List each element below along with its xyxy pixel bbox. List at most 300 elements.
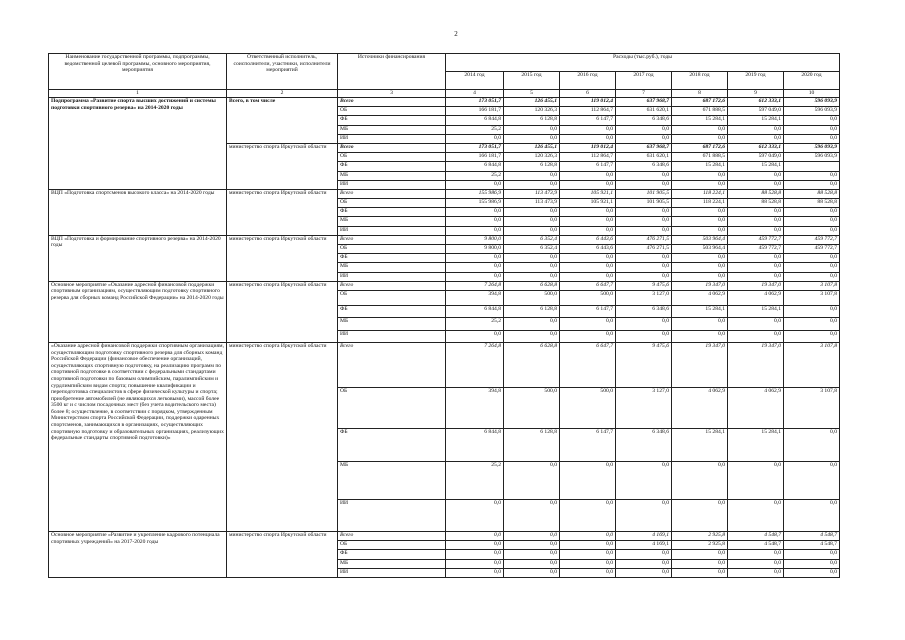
funding-source: Всего <box>338 531 446 540</box>
expense-value: 0,0 <box>446 254 504 263</box>
expense-value: 0,0 <box>728 550 784 559</box>
expense-value: 0,0 <box>728 559 784 568</box>
funding-source: ОБ <box>338 153 446 162</box>
executor-name: министерство спорта Иркутской области <box>227 143 338 189</box>
expense-value: 0,0 <box>728 263 784 272</box>
expense-value: 631 620,1 <box>616 107 672 116</box>
expense-value: 0,0 <box>728 499 784 531</box>
expense-value: 459 772,7 <box>784 245 840 254</box>
funding-source: ОБ <box>338 199 446 208</box>
expense-value: 0,0 <box>560 330 616 342</box>
expense-value: 0,0 <box>616 330 672 342</box>
expense-value: 126 455,1 <box>504 143 560 152</box>
expense-value: 6 844,8 <box>446 116 504 125</box>
expense-value: 4 548,7 <box>784 531 840 540</box>
expense-value: 0,0 <box>504 330 560 342</box>
expense-value: 0,0 <box>560 559 616 568</box>
expense-value: 0,0 <box>784 550 840 559</box>
table-row <box>49 189 840 198</box>
expense-value: 0,0 <box>560 171 616 180</box>
expense-value: 0,0 <box>560 568 616 577</box>
expense-value: 119 012,4 <box>560 98 616 107</box>
expense-value: 112 864,7 <box>560 153 616 162</box>
expense-value: 113 473,9 <box>504 189 560 198</box>
header-year: 2014 год <box>446 72 504 90</box>
funding-source: Всего <box>338 143 446 152</box>
expense-value: 503 964,4 <box>672 245 728 254</box>
header-source: Источники финансирования <box>338 54 446 90</box>
funding-source: Всего <box>338 281 446 290</box>
funding-source: ИИ <box>338 272 446 281</box>
expense-value: 0,0 <box>728 217 784 226</box>
expense-value: 637 968,7 <box>616 98 672 107</box>
funding-source: ФБ <box>338 162 446 171</box>
expense-value: 6 628,8 <box>504 342 560 387</box>
expense-value: 101 905,5 <box>616 189 672 198</box>
expense-value: 6 147,7 <box>560 116 616 125</box>
funding-source: ФБ <box>338 254 446 263</box>
expense-value: 4 062,9 <box>728 290 784 305</box>
program-name: ВЦП «Подготовка спортсменов высокого класса» на 2014-2020 годы <box>49 189 227 235</box>
expense-value: 0,0 <box>784 499 840 531</box>
expense-value: 25,2 <box>446 125 504 134</box>
executor-name: министерство спорта Иркутской области <box>227 281 338 342</box>
program-name: Основное мероприятие «Оказание адресной финансовой поддержки спортивным организациям, осуществляющим подготовку спортивного резерва для сборных команд Российской Федерации» на 2014-2020 годы <box>49 281 227 342</box>
expense-value: 0,0 <box>616 272 672 281</box>
expense-value: 0,0 <box>504 461 560 499</box>
expense-value: 15 284,1 <box>728 116 784 125</box>
expense-value: 6 647,7 <box>560 281 616 290</box>
expense-value: 25,2 <box>446 171 504 180</box>
header-name: Наименование государственной программы, подпрограммы, ведомственной целевой программы, основного мероприятия, мероприятия <box>49 54 227 90</box>
expense-value: 173 051,7 <box>446 143 504 152</box>
expense-value: 118 224,1 <box>672 189 728 198</box>
expense-value: 0,0 <box>446 559 504 568</box>
expense-value: 500,0 <box>560 290 616 305</box>
expense-value: 0,0 <box>446 272 504 281</box>
funding-source: Всего <box>338 235 446 244</box>
expense-value: 0,0 <box>560 317 616 330</box>
funding-source: ФБ <box>338 428 446 461</box>
header-year: 2020 год <box>784 72 840 90</box>
expense-value: 0,0 <box>616 263 672 272</box>
expense-value: 476 271,5 <box>616 235 672 244</box>
expense-value: 0,0 <box>784 461 840 499</box>
expense-value: 0,0 <box>784 226 840 235</box>
program-name: «Оказание адресной финансовой поддержки спортивным организациям, осуществляющим подготовку спортивного резерва для сборных команд Российской Федерации (финансовое обеспечение организаций, осуществляющих спортивную подготовку, на реализацию программ по спортивной подготовке в соответствии с федеральными стандартами спортивной подготовки по базовым олимпийским, паралимпийским и сурдлимпийским видам спорта; повышение квалификации и переподготовка специалистов в сфере физической культуры и спорта; приобретение автомобилей (не являющихся легковыми), массой более 3500 кг и с числом посадочных мест (без учета водительского места) более 8; осуществление, в соответствии с порядком, утвержденным Министерством спорта Российской Федерации, поддержки одаренных спортсменов, занимающихся в организациях, осуществляющих спортивную подготовку и образовательных организациях, реализующих федеральные стандарты спортивной подготовки)» <box>49 342 227 531</box>
expense-value: 3 107,8 <box>784 290 840 305</box>
column-number: 10 <box>784 90 840 98</box>
program-name: Основное мероприятие «Развитие и укрепление кадрового потенциала спортивных учреждений» на 2017-2020 годы <box>49 531 227 577</box>
expense-value: 120 326,3 <box>504 107 560 116</box>
expense-value: 0,0 <box>728 226 784 235</box>
expense-value: 4 548,7 <box>728 541 784 550</box>
expense-value: 3 127,0 <box>616 387 672 428</box>
expense-value: 113 473,9 <box>504 199 560 208</box>
funding-source: МБ <box>338 461 446 499</box>
expense-value: 0,0 <box>616 134 672 143</box>
expense-value: 9 800,0 <box>446 245 504 254</box>
expense-value: 0,0 <box>446 568 504 577</box>
column-number: 8 <box>672 90 728 98</box>
expense-value: 0,0 <box>728 568 784 577</box>
expense-value: 0,0 <box>560 272 616 281</box>
expense-value: 0,0 <box>504 541 560 550</box>
table-row <box>49 531 840 540</box>
expense-value: 0,0 <box>504 263 560 272</box>
expense-value: 0,0 <box>784 217 840 226</box>
header-year: 2017 год <box>616 72 672 90</box>
expense-value: 0,0 <box>672 217 728 226</box>
funding-source: ОБ <box>338 107 446 116</box>
expense-value: 612 333,1 <box>728 98 784 107</box>
expense-value: 0,0 <box>616 317 672 330</box>
expense-value: 0,0 <box>784 134 840 143</box>
expense-value: 0,0 <box>446 330 504 342</box>
expense-value: 0,0 <box>672 499 728 531</box>
funding-source: ОБ <box>338 290 446 305</box>
expense-value: 0,0 <box>616 499 672 531</box>
expense-value: 6 348,6 <box>616 305 672 317</box>
expense-value: 671 888,5 <box>672 153 728 162</box>
expense-value: 597 049,0 <box>728 153 784 162</box>
expense-value: 0,0 <box>784 208 840 217</box>
column-number: 1 <box>49 90 227 98</box>
expense-value: 15 284,1 <box>728 428 784 461</box>
expense-value: 0,0 <box>504 226 560 235</box>
expense-value: 120 326,3 <box>504 153 560 162</box>
expense-value: 0,0 <box>784 171 840 180</box>
expense-value: 15 284,1 <box>728 305 784 317</box>
expense-value: 7 264,8 <box>446 342 504 387</box>
expense-value: 0,0 <box>728 134 784 143</box>
expense-value: 6 147,7 <box>560 428 616 461</box>
expense-value: 119 012,4 <box>560 143 616 152</box>
expense-value: 0,0 <box>504 217 560 226</box>
header-year: 2019 год <box>728 72 784 90</box>
program-name: Подпрограмма «Развитие спорта высших достижений и системы подготовки спортивного резерва» на 2014-2020 годы <box>49 98 227 190</box>
expense-value: 126 455,1 <box>504 98 560 107</box>
expense-value: 596 093,9 <box>784 107 840 116</box>
expense-value: 0,0 <box>504 180 560 189</box>
expense-value: 6 844,8 <box>446 305 504 317</box>
expense-value: 0,0 <box>504 171 560 180</box>
funding-source: МБ <box>338 125 446 134</box>
expense-value: 0,0 <box>504 559 560 568</box>
expense-value: 459 772,7 <box>784 235 840 244</box>
expense-value: 0,0 <box>446 134 504 143</box>
expense-value: 6 128,8 <box>504 116 560 125</box>
expense-value: 0,0 <box>560 125 616 134</box>
expense-value: 0,0 <box>560 180 616 189</box>
expense-value: 500,0 <box>504 290 560 305</box>
expense-value: 4 548,7 <box>784 541 840 550</box>
expense-value: 0,0 <box>616 550 672 559</box>
funding-source: ОБ <box>338 245 446 254</box>
expense-value: 15 284,1 <box>672 116 728 125</box>
funding-source: ИИ <box>338 568 446 577</box>
expense-value: 4 548,7 <box>728 531 784 540</box>
expense-value: 0,0 <box>446 208 504 217</box>
expense-value: 7 264,8 <box>446 281 504 290</box>
expense-value: 637 968,7 <box>616 143 672 152</box>
expense-value: 0,0 <box>446 531 504 540</box>
expense-value: 6 128,8 <box>504 428 560 461</box>
expense-value: 0,0 <box>672 208 728 217</box>
page-number: 2 <box>454 30 458 38</box>
funding-source: ИИ <box>338 226 446 235</box>
expense-value: 0,0 <box>728 180 784 189</box>
expense-value: 0,0 <box>784 330 840 342</box>
expense-value: 631 620,1 <box>616 153 672 162</box>
expense-value: 459 772,7 <box>728 245 784 254</box>
expense-value: 118 224,1 <box>672 199 728 208</box>
expense-value: 6 147,7 <box>560 305 616 317</box>
expense-value: 0,0 <box>616 559 672 568</box>
expense-value: 0,0 <box>504 499 560 531</box>
expense-value: 2 925,8 <box>672 531 728 540</box>
expense-value: 6 844,8 <box>446 428 504 461</box>
header-executor: Ответственный исполнитель, соисполнители, участники, исполнители мероприятий <box>227 54 338 90</box>
expense-value: 0,0 <box>560 254 616 263</box>
expense-value: 0,0 <box>504 125 560 134</box>
expense-value: 88 528,8 <box>728 189 784 198</box>
expense-value: 0,0 <box>560 134 616 143</box>
column-number: 6 <box>560 90 616 98</box>
expense-value: 0,0 <box>560 217 616 226</box>
expense-value <box>784 162 840 171</box>
funding-source: ОБ <box>338 541 446 550</box>
expense-value: 3 107,8 <box>784 281 840 290</box>
expense-value: 6 352,4 <box>504 235 560 244</box>
expense-value: 0,0 <box>504 208 560 217</box>
expense-value: 0,0 <box>560 541 616 550</box>
expense-value: 3 107,8 <box>784 342 840 387</box>
expense-value: 15 284,1 <box>672 428 728 461</box>
expense-value: 597 049,0 <box>728 107 784 116</box>
expense-value: 0,0 <box>446 541 504 550</box>
expense-value: 155 986,9 <box>446 189 504 198</box>
funding-source: ФБ <box>338 550 446 559</box>
expense-value: 0,0 <box>728 330 784 342</box>
header-year: 2016 год <box>560 72 616 90</box>
expense-value: 6 352,4 <box>504 245 560 254</box>
table-row <box>49 235 840 244</box>
expense-value: 155 986,9 <box>446 199 504 208</box>
funding-source: Всего <box>338 342 446 387</box>
expense-value: 394,8 <box>446 290 504 305</box>
column-number: 5 <box>504 90 560 98</box>
expense-value: 0,0 <box>672 226 728 235</box>
expense-value: 0,0 <box>560 531 616 540</box>
expense-value: 0,0 <box>446 550 504 559</box>
expense-value: 0,0 <box>728 208 784 217</box>
funding-source: ИИ <box>338 180 446 189</box>
expense-value: 0,0 <box>784 125 840 134</box>
expense-value: 0,0 <box>504 531 560 540</box>
expense-value: 15 284,1 <box>672 162 728 171</box>
expense-value: 6 844,8 <box>446 162 504 171</box>
table-row <box>49 342 840 387</box>
expense-value: 15 284,1 <box>672 305 728 317</box>
expense-value: 0,0 <box>784 263 840 272</box>
expense-value: 166 181,7 <box>446 153 504 162</box>
expense-value: 19 347,0 <box>672 281 728 290</box>
executor-name: министерство спорта Иркутской области <box>227 342 338 531</box>
expense-value: 0,0 <box>728 461 784 499</box>
expense-value: 394,8 <box>446 387 504 428</box>
expense-value: 0,0 <box>616 254 672 263</box>
expense-value: 19 347,0 <box>728 342 784 387</box>
executor-name: министерство спорта Иркутской области <box>227 189 338 235</box>
expense-value: 6 128,8 <box>504 305 560 317</box>
expense-value: 0,0 <box>672 180 728 189</box>
expense-value: 0,0 <box>616 568 672 577</box>
funding-source: МБ <box>338 317 446 330</box>
expense-value: 15 284,1 <box>728 162 784 171</box>
table-row <box>49 281 840 290</box>
expense-value: 0,0 <box>672 568 728 577</box>
expense-value: 459 772,7 <box>728 235 784 244</box>
funding-source: Всего <box>338 189 446 198</box>
budget-sheet <box>48 53 840 578</box>
expense-value: 0,0 <box>672 550 728 559</box>
expense-value: 0,0 <box>616 208 672 217</box>
expense-value: 0,0 <box>616 125 672 134</box>
funding-source: МБ <box>338 217 446 226</box>
expense-value: 0,0 <box>560 461 616 499</box>
header-year: 2018 год <box>672 72 728 90</box>
expense-value: 2 925,8 <box>672 541 728 550</box>
expense-value: 0,0 <box>446 217 504 226</box>
expense-value: 88 528,8 <box>784 199 840 208</box>
expense-value: 0,0 <box>446 226 504 235</box>
expense-value: 0,0 <box>504 254 560 263</box>
expense-value: 0,0 <box>560 208 616 217</box>
funding-source: МБ <box>338 171 446 180</box>
expense-value: 88 528,8 <box>728 199 784 208</box>
executor-name: Всего, в том числе <box>227 98 338 144</box>
funding-source: ОБ <box>338 387 446 428</box>
expense-value: 0,0 <box>784 568 840 577</box>
funding-source: ФБ <box>338 305 446 317</box>
expense-value: 173 051,7 <box>446 98 504 107</box>
expense-value: 25,2 <box>446 461 504 499</box>
budget-table <box>48 53 840 578</box>
expense-value: 9 475,6 <box>616 342 672 387</box>
funding-source: ИИ <box>338 134 446 143</box>
expense-value: 0,0 <box>784 180 840 189</box>
expense-value: 0,0 <box>728 317 784 330</box>
expense-value: 0,0 <box>560 263 616 272</box>
expense-value: 0,0 <box>446 263 504 272</box>
funding-source: МБ <box>338 263 446 272</box>
expense-value: 0,0 <box>672 134 728 143</box>
expense-value: 0,0 <box>504 568 560 577</box>
expense-value: 19 347,0 <box>672 342 728 387</box>
expense-value: 476 271,5 <box>616 245 672 254</box>
executor-name: министерство спорта Иркутской области <box>227 235 338 281</box>
expense-value: 0,0 <box>784 559 840 568</box>
expense-value: 0,0 <box>504 317 560 330</box>
expense-value: 0,0 <box>672 254 728 263</box>
expense-value: 0,0 <box>672 317 728 330</box>
expense-value: 6 443,6 <box>560 245 616 254</box>
expense-value: 9 475,6 <box>616 281 672 290</box>
header-expenses: Расходы (тыс.руб.), годы <box>446 54 840 72</box>
expense-value: 6 348,6 <box>616 116 672 125</box>
expense-value: 0,0 <box>616 180 672 189</box>
expense-value: 0,0 <box>728 254 784 263</box>
expense-value: 0,0 <box>616 217 672 226</box>
expense-value: 0,0 <box>504 134 560 143</box>
expense-value: 19 347,0 <box>728 281 784 290</box>
expense-value: 0,0 <box>560 226 616 235</box>
column-number: 2 <box>227 90 338 98</box>
expense-value: 0,0 <box>728 272 784 281</box>
expense-value: 105 921,1 <box>560 199 616 208</box>
expense-value: 0,0 <box>672 461 728 499</box>
expense-value: 4 062,9 <box>728 387 784 428</box>
expense-value: 0,0 <box>728 171 784 180</box>
expense-value: 0,0 <box>616 226 672 235</box>
expense-value: 0,0 <box>672 125 728 134</box>
funding-source: ФБ <box>338 116 446 125</box>
funding-source: ИИ <box>338 499 446 531</box>
expense-value: 0,0 <box>616 461 672 499</box>
header-year: 2015 год <box>504 72 560 90</box>
expense-value: 6 348,6 <box>616 428 672 461</box>
expense-value: 0,0 <box>784 116 840 125</box>
expense-value: 105 921,1 <box>560 189 616 198</box>
expense-value: 166 181,7 <box>446 107 504 116</box>
expense-value: 0,0 <box>504 272 560 281</box>
column-number: 7 <box>616 90 672 98</box>
expense-value: 0,0 <box>672 263 728 272</box>
expense-value: 687 172,6 <box>672 98 728 107</box>
expense-value: 4 062,9 <box>672 290 728 305</box>
column-number: 9 <box>728 90 784 98</box>
expense-value: 0,0 <box>446 180 504 189</box>
expense-value: 0,0 <box>504 550 560 559</box>
expense-value: 0,0 <box>784 254 840 263</box>
expense-value: 4 169,1 <box>616 531 672 540</box>
expense-value: 612 333,1 <box>728 143 784 152</box>
expense-value: 101 905,5 <box>616 199 672 208</box>
expense-value: 596 093,9 <box>784 143 840 152</box>
funding-source: МБ <box>338 559 446 568</box>
expense-value: 0,0 <box>446 499 504 531</box>
expense-value: 0,0 <box>784 428 840 461</box>
expense-value: 3 107,8 <box>784 387 840 428</box>
expense-value: 6 147,7 <box>560 162 616 171</box>
expense-value: 6 628,8 <box>504 281 560 290</box>
expense-value: 0,0 <box>784 272 840 281</box>
expense-value: 0,0 <box>672 559 728 568</box>
expense-value: 500,0 <box>504 387 560 428</box>
column-number: 4 <box>446 90 504 98</box>
funding-source: ИИ <box>338 330 446 342</box>
expense-value: 503 964,4 <box>672 235 728 244</box>
funding-source: ФБ <box>338 208 446 217</box>
expense-value: 687 172,6 <box>672 143 728 152</box>
expense-value: 25,2 <box>446 317 504 330</box>
expense-value: 112 864,7 <box>560 107 616 116</box>
table-row <box>49 98 840 107</box>
expense-value: 4 062,9 <box>672 387 728 428</box>
expense-value: 6 128,8 <box>504 162 560 171</box>
expense-value: 6 647,7 <box>560 342 616 387</box>
